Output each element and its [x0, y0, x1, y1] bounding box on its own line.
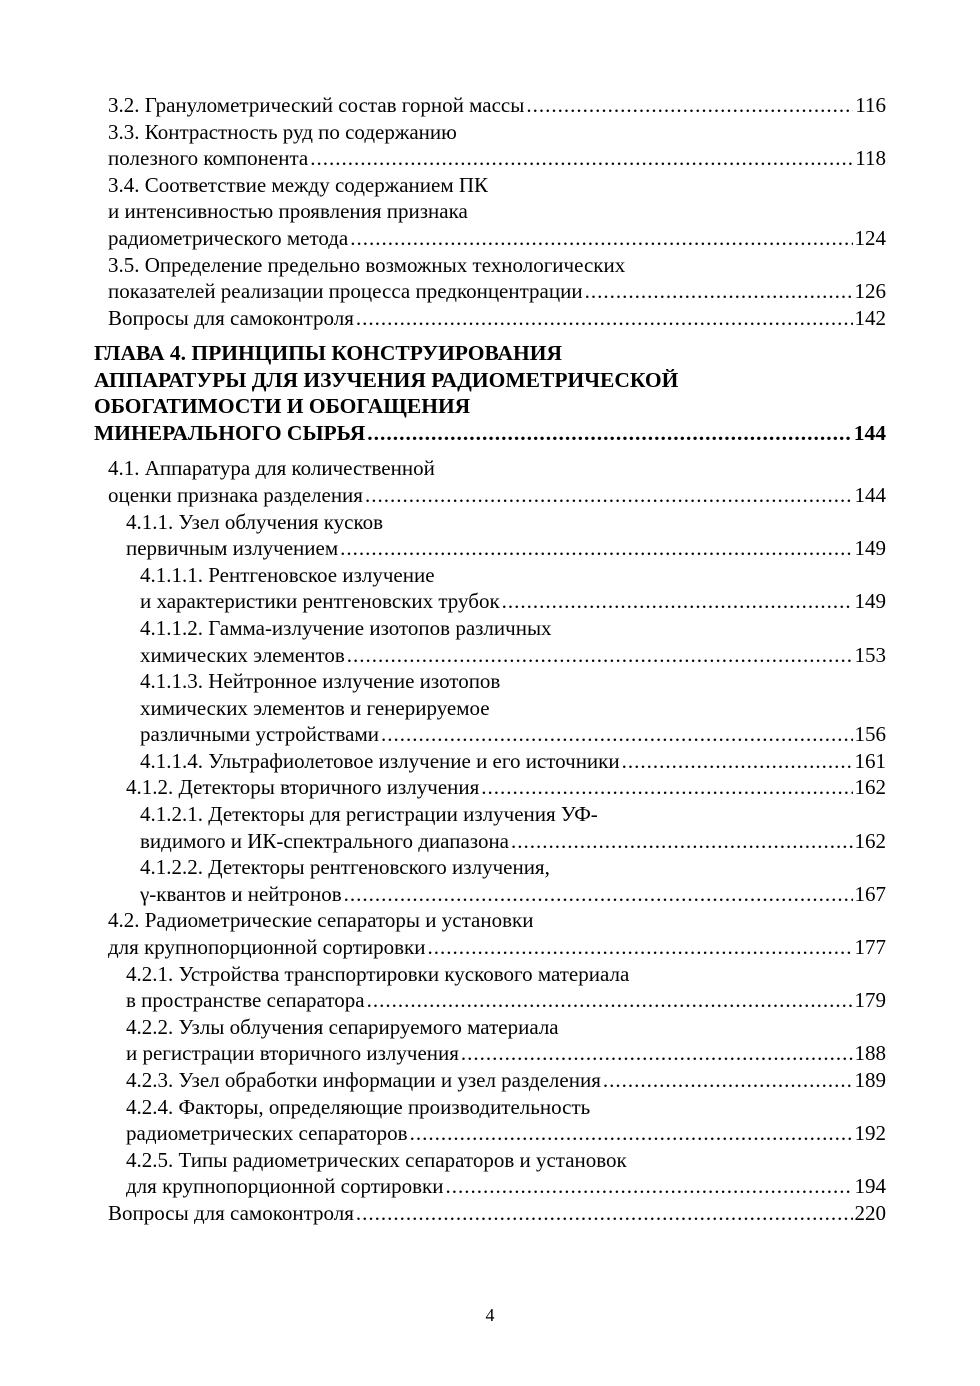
toc-entry-title: первичным излучением [126, 536, 339, 561]
dot-leader [356, 305, 853, 332]
toc-line [0, 1014, 980, 1041]
toc-line [0, 695, 980, 722]
toc-entry[interactable] [0, 801, 980, 854]
toc-page-number: 116 [855, 93, 886, 117]
chapter-title-text: МИНЕРАЛЬНОГО СЫРЬЯ [94, 420, 366, 445]
toc-line [0, 721, 886, 748]
dot-leader [310, 145, 853, 172]
toc-entry-title: 4.2.3. Узел обработки информации и узел разделения [126, 1068, 601, 1092]
toc-line [0, 198, 980, 225]
chapter-title-text: АППАРАТУРЫ ДЛЯ ИЗУЧЕНИЯ РАДИОМЕТРИЧЕСКОЙ [94, 367, 679, 392]
toc-entry[interactable] [0, 668, 980, 748]
dot-leader [365, 482, 853, 509]
toc-entry-title: полезного компонента [108, 146, 309, 171]
toc-page-number: 149 [854, 536, 886, 561]
toc-entry[interactable] [0, 509, 980, 562]
toc-entry[interactable] [0, 455, 980, 508]
toc-entry-title: γ-квантов и нейтронов [140, 881, 342, 906]
dot-leader [381, 721, 853, 748]
toc-line [0, 482, 886, 509]
toc-entry[interactable] [0, 854, 980, 907]
toc-entry[interactable] [0, 252, 980, 305]
toc-page-number: 126 [854, 279, 886, 304]
toc-page-number: 161 [854, 748, 886, 773]
toc-entry-title: 4.1.1.1. Рентгеновское излучение [140, 562, 435, 587]
chapter-heading-line [0, 340, 980, 367]
dot-leader [350, 225, 852, 252]
toc-entry-title: 4.2.5. Типы радиометрических сепараторов и установок [126, 1147, 627, 1172]
toc-entry-title: Вопросы для самоконтроля [108, 1200, 354, 1225]
toc-line [0, 1040, 886, 1067]
toc-entry-title: 4.1. Аппаратура для количественной [108, 456, 435, 481]
dot-leader [481, 774, 852, 801]
toc-page-number: 142 [854, 305, 886, 330]
toc-line [0, 1120, 886, 1147]
dot-leader [445, 1173, 852, 1200]
toc-page-number: 189 [854, 1068, 886, 1092]
dot-leader [526, 92, 853, 119]
toc-line [0, 828, 886, 855]
toc-entry-title: для крупнопорционной сортировки [108, 935, 426, 960]
toc-entry-title: 4.1.1. Узел облучения кусков [126, 509, 384, 534]
toc-line [0, 801, 980, 828]
toc-line [0, 92, 886, 119]
toc-section-3 [0, 92, 980, 331]
toc-line [0, 934, 886, 961]
toc-line [0, 1094, 980, 1121]
chapter-heading-line[interactable] [0, 420, 886, 447]
toc-entry-title: различными устройствами [140, 722, 379, 747]
chapter-title-text: ГЛАВА 4. ПРИНЦИПЫ КОНСТРУИРОВАНИЯ [94, 341, 563, 366]
toc-page-number: 144 [853, 420, 886, 445]
toc-entry-title: и интенсивностью проявления признака [108, 199, 468, 224]
toc-entry-title: 4.1.2.2. Детекторы рентгеновского излучения, [140, 855, 550, 880]
toc-line [0, 145, 886, 172]
toc-entry[interactable] [0, 305, 980, 332]
toc-entry-title: химических элементов [140, 642, 345, 667]
toc-line [0, 1067, 886, 1094]
dot-leader [356, 1200, 853, 1227]
dot-leader [427, 934, 852, 961]
toc-line [0, 119, 980, 146]
toc-line [0, 907, 980, 934]
toc-line [0, 1200, 886, 1227]
toc-entry-title: 4.2.4. Факторы, определяющие производительность [126, 1094, 591, 1119]
toc-line [0, 305, 886, 332]
toc-entry-title: 4.2. Радиометрические сепараторы и установки [108, 908, 534, 933]
toc-entry-title: 3.2. Гранулометрический состав горной массы [108, 93, 525, 117]
toc-entry[interactable] [0, 1200, 980, 1227]
dot-leader [511, 828, 853, 855]
toc-entry-title: 3.5. Определение предельно возможных технологических [108, 252, 626, 277]
toc-page-number: 156 [854, 722, 886, 747]
toc-section-4 [0, 455, 980, 1226]
toc-entry-title: 4.2.2. Узлы облучения сепарируемого материала [126, 1014, 559, 1039]
toc-entry-title: 4.1.2.1. Детекторы для регистрации излучения УФ- [140, 802, 598, 827]
toc-page-number: 188 [854, 1041, 886, 1066]
toc-entry[interactable] [0, 615, 980, 668]
toc-entry[interactable] [0, 774, 980, 801]
toc-line [0, 535, 886, 562]
toc-page-number: 220 [854, 1200, 886, 1225]
toc-line [0, 278, 886, 305]
toc-line [0, 748, 886, 775]
toc-entry-title: видимого и ИК-спектрального диапазона [140, 828, 509, 853]
toc-entry[interactable] [0, 92, 980, 119]
toc-entry-title: 4.2.1. Устройства транспортировки кускового материала [126, 961, 630, 986]
toc-entry-title: 3.4. Соответствие между содержанием ПК [108, 172, 489, 197]
toc-entry-title: Вопросы для самоконтроля [108, 305, 354, 330]
chapter-4-heading [0, 340, 980, 446]
toc-line [0, 615, 980, 642]
table-of-contents [0, 92, 980, 1227]
toc-line [0, 1147, 980, 1174]
toc-line [0, 642, 886, 669]
dot-leader [410, 1120, 853, 1147]
toc-page-number: 153 [854, 642, 886, 667]
toc-page-number: 177 [854, 935, 886, 960]
toc-line [0, 1173, 886, 1200]
toc-entry-title: химических элементов и генерируемое [140, 695, 490, 720]
toc-entry[interactable] [0, 1014, 980, 1067]
dot-leader [461, 1040, 853, 1067]
toc-entry-title: в пространстве сепаратора [126, 988, 365, 1013]
toc-page-number: 192 [854, 1121, 886, 1146]
dot-leader [622, 748, 853, 775]
toc-line [0, 225, 886, 252]
toc-entry-title: 4.1.1.2. Гамма-излучение изотопов различных [140, 615, 552, 640]
toc-entry-title: оценки признака разделения [108, 482, 363, 507]
toc-page-number: 179 [854, 988, 886, 1013]
dot-leader [367, 420, 851, 447]
toc-entry-title: показателей реализации процесса предконцентрации [108, 279, 583, 304]
toc-line [0, 562, 980, 589]
toc-line [0, 455, 980, 482]
toc-page-number: 124 [854, 225, 886, 250]
toc-page-number: 162 [854, 828, 886, 853]
toc-entry[interactable] [0, 1147, 980, 1200]
toc-entry[interactable] [0, 172, 980, 252]
toc-line [0, 774, 886, 801]
toc-entry-title: радиометрических сепараторов [126, 1121, 408, 1146]
toc-page-number: 149 [854, 589, 886, 614]
toc-entry[interactable] [0, 961, 980, 1014]
toc-page-number: 118 [855, 146, 886, 171]
toc-entry-title: 4.1.1.3. Нейтронное излучение изотопов [140, 669, 501, 694]
toc-page-number: 167 [854, 881, 886, 906]
toc-line [0, 509, 980, 536]
dot-leader [603, 1067, 853, 1094]
toc-entry[interactable] [0, 1067, 980, 1094]
toc-line [0, 172, 980, 199]
toc-line [0, 961, 980, 988]
toc-entry[interactable] [0, 562, 980, 615]
toc-line [0, 987, 886, 1014]
toc-line [0, 854, 980, 881]
dot-leader [347, 642, 853, 669]
toc-line [0, 668, 980, 695]
toc-entry[interactable] [0, 748, 980, 775]
toc-line [0, 588, 886, 615]
toc-entry-title: 4.1.2. Детекторы вторичного излучения [126, 775, 480, 800]
toc-entry-title: для крупнопорционной сортировки [126, 1174, 444, 1199]
toc-entry-title: 4.1.1.4. Ультрафиолетовое излучение и его источники [140, 748, 620, 773]
dot-leader [367, 987, 853, 1014]
toc-entry-title: и характеристики рентгеновских трубок [140, 589, 500, 614]
toc-page-number: 194 [854, 1174, 886, 1199]
toc-entry[interactable] [0, 119, 980, 172]
chapter-heading-line [0, 393, 980, 420]
page-number: 4 [485, 1305, 495, 1325]
toc-entry[interactable] [0, 1094, 980, 1147]
dot-leader [340, 535, 852, 562]
toc-entry[interactable] [0, 907, 980, 960]
dot-leader [585, 278, 853, 305]
chapter-heading-line [0, 367, 980, 394]
toc-page-number: 162 [854, 775, 886, 800]
toc-line [0, 252, 980, 279]
dot-leader [502, 588, 853, 615]
toc-entry-title: и регистрации вторичного излучения [126, 1041, 459, 1066]
dot-leader [344, 881, 853, 908]
toc-entry-title: радиометрического метода [108, 225, 349, 250]
toc-entry-title: 3.3. Контрастность руд по содержанию [108, 119, 457, 144]
toc-line [0, 881, 886, 908]
chapter-title-text: ОБОГАТИМОСТИ И ОБОГАЩЕНИЯ [94, 394, 471, 419]
toc-page-number: 144 [854, 482, 886, 507]
